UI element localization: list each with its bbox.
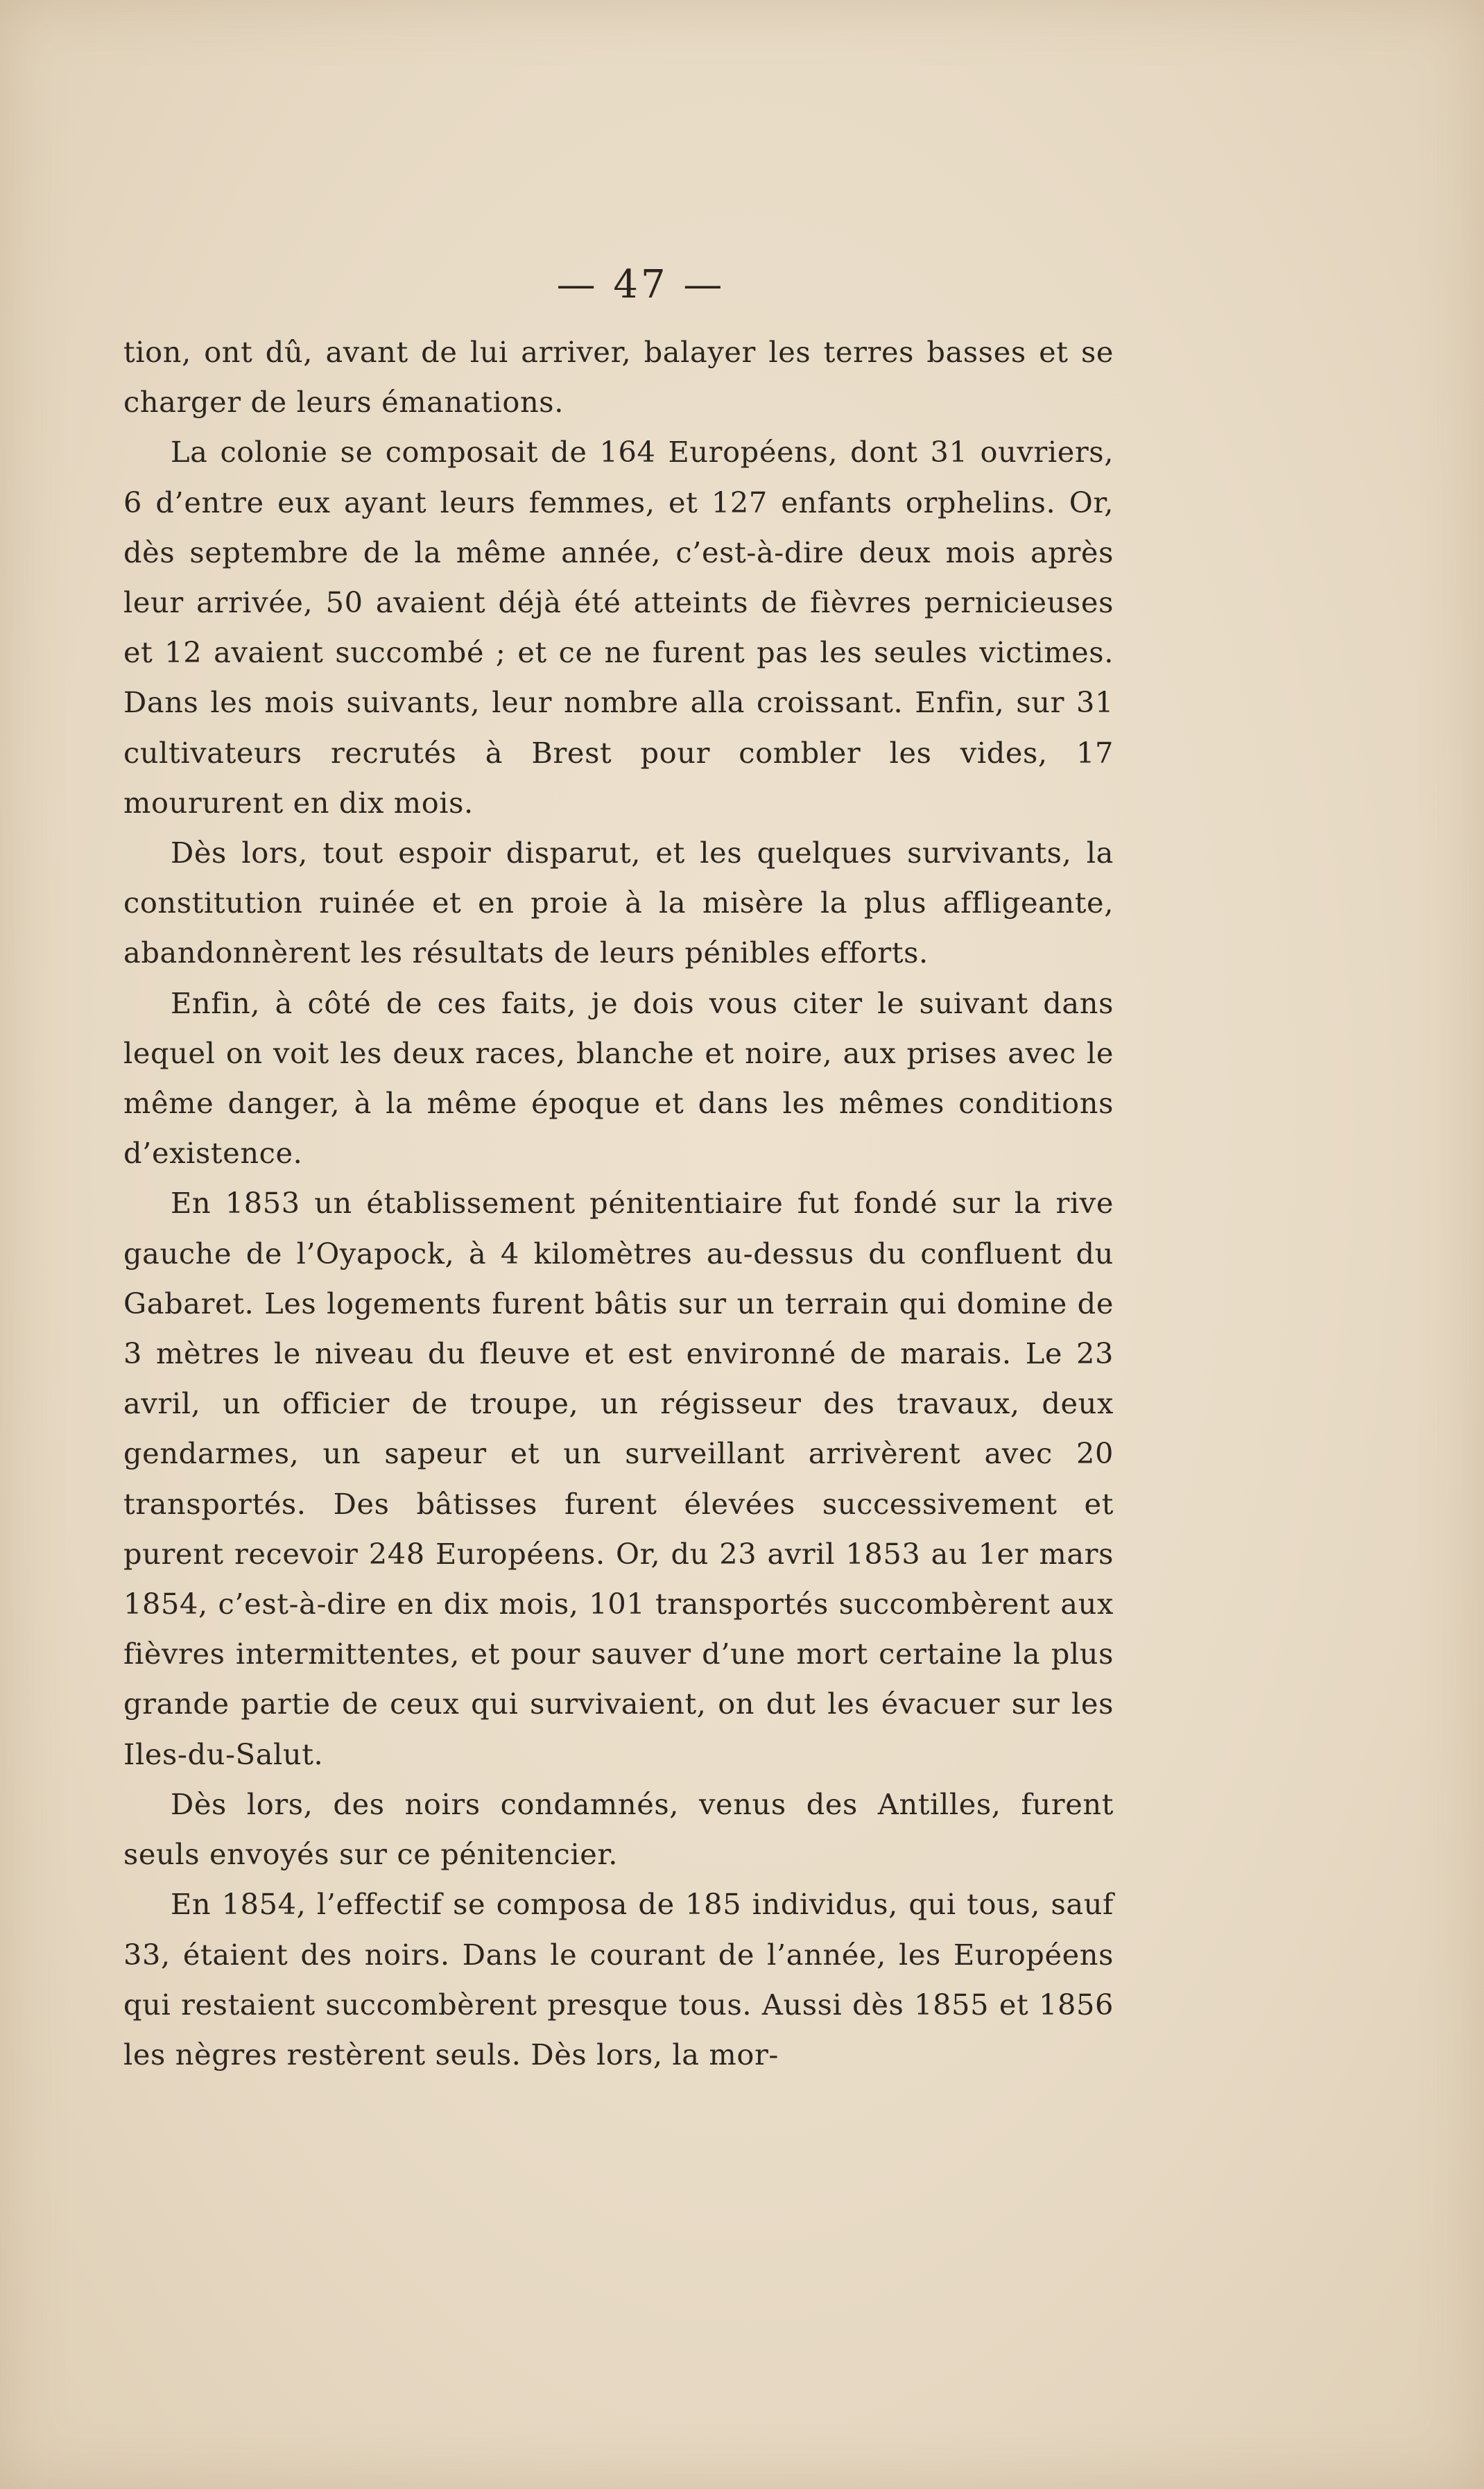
paragraph-5: En 1853 un établissement pénitentiaire fut fondé sur la rive gauche de l’Oyapock, à 4 kilomètres au-dessus du confluent du Gabaret. Les logements furent bâtis sur un terrain qui domine de 3 mètres le niveau du fleuve et est environné de marais. Le 23 avril, un officier de troupe, un régisseur des travaux, deux gendarmes, un sapeur et un surveillant arrivèrent avec 20 transportés. Des bâtisses furent élevées successivement et purent recevoir 248 Européens. Or, du 23 avril 1853 au 1er mars 1854, c’est-à-dire en dix mois, 101 transportés succombèrent aux fièvres intermittentes, et pour sauver d’une mort certaine la plus grande partie de ceux qui survivaient, on dut les évacuer sur les Iles-du-Salut.: [123, 1186, 1114, 1771]
body-text: [123, 327, 1114, 2080]
page-number: — 47 —: [556, 262, 725, 307]
paragraph-4: Enfin, à côté de ces faits, je dois vous citer le suivant dans lequel on voit les deux races, blanche et noire, aux prises avec le même danger, à la même époque et dans les mêmes conditions d’existence.: [123, 985, 1114, 1171]
paragraph-3: Dès lors, tout espoir disparut, et les quelques survivants, la constitution ruinée et en proie à la misère la plus affligeante, abandonnèrent les résultats de leurs pénibles efforts.: [123, 836, 1114, 970]
paragraph-7: En 1854, l’effectif se composa de 185 individus, qui tous, sauf 33, étaient des noirs. Dans le courant de l’année, les Européens qui restaient succombèrent presque tous. Aussi dès 1855 et 1856 les nègres restèrent seuls. Dès lors, la mor-: [123, 1887, 1114, 2072]
paragraph-1: tion, ont dû, avant de lui arriver, balayer les terres basses et se charger de leurs émanations.: [123, 335, 1114, 420]
paragraph-6: Dès lors, des noirs condamnés, venus des Antilles, furent seuls envoyés sur ce pénitencier.: [123, 1786, 1114, 1872]
paragraph-2: La colonie se composait de 164 Européens, dont 31 ouvriers, 6 d’entre eux ayant leurs femmes, et 127 enfants orphelins. Or, dès septembre de la même année, c’est-à-dire deux mois après leur arrivée, 50 avaient déjà été atteints de fièvres pernicieuses et 12 avaient succombé ; et ce ne furent pas les seules victimes. Dans les mois suivants, leur nombre alla croissant. Enfin, sur 31 cultivateurs recrutés à Brest pour combler les vides, 17 moururent en dix mois.: [123, 435, 1114, 820]
